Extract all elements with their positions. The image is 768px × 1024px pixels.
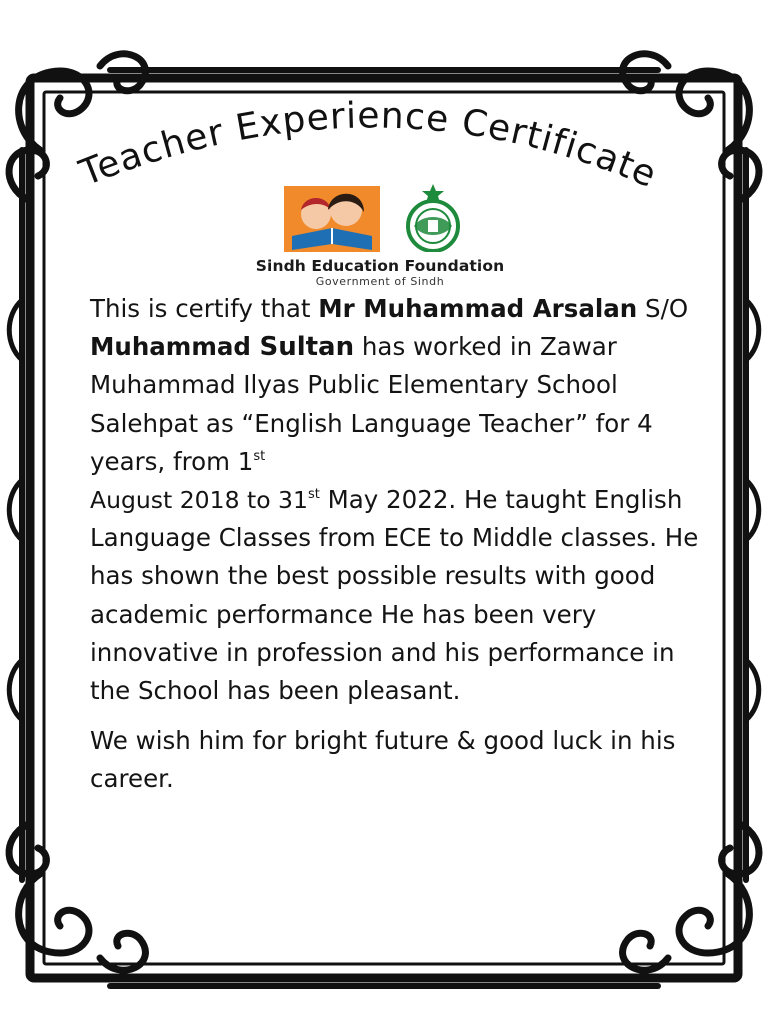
- sef-children-reading-logo: [284, 186, 380, 252]
- rest-text: May 2022. He taught English Language Classes from ECE to Middle classes. He has shown the best possible results with good academic performance He has been very innovative in profession and his performance in the School has been pleasant.: [90, 485, 699, 706]
- father-name-first: Muhammad: [90, 332, 260, 362]
- organization-name: Sindh Education Foundation: [255, 257, 505, 275]
- logo-group: [284, 184, 484, 254]
- ordinal-suffix-1: st: [253, 448, 266, 464]
- certificate-body: [90, 290, 700, 799]
- teacher-name: Mr Muhammad Arsalan: [318, 294, 638, 323]
- father-name-last: Sultan: [259, 332, 355, 363]
- certificate-paragraph: [90, 290, 700, 710]
- intro-text: This is certify that: [90, 294, 319, 323]
- organization-subtitle: Government of Sindh: [315, 275, 445, 288]
- ordinal-suffix-2: st: [307, 487, 320, 503]
- worked-text: has worked in Zawar Muhammad Ilyas Public Elementary School Salehpat as “English Language Teacher” for 4 years, from 1: [90, 332, 653, 476]
- government-of-sindh-seal: [392, 184, 474, 252]
- relation-text: S/O: [637, 294, 689, 323]
- wish-paragraph: We wish him for bright future & good luck in his career.: [90, 726, 676, 794]
- title-text: Teacher Experience Certificate: [74, 95, 663, 197]
- date-range-text: August 2018 to 31: [90, 486, 308, 515]
- svg-text:Teacher Experience Certificate: [73, 95, 662, 196]
